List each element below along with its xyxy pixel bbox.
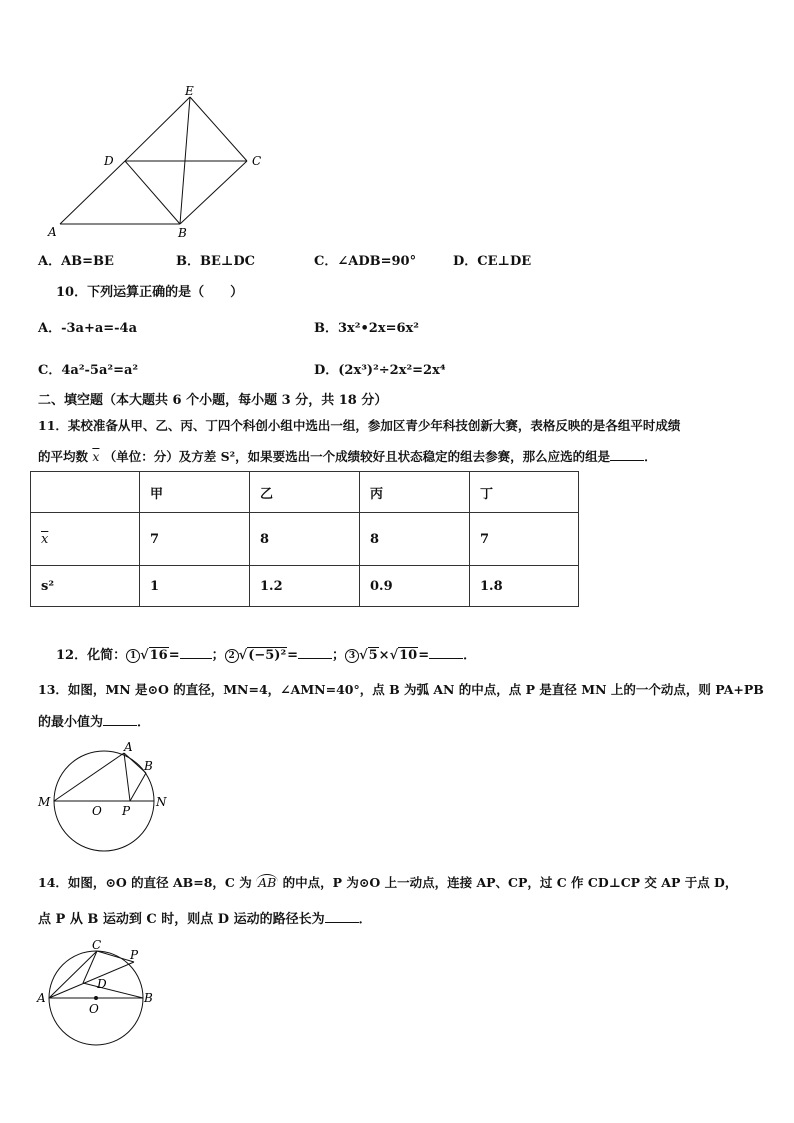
q11-line2-a: 的平均数 [38, 449, 89, 464]
q14-answer-blank [325, 922, 359, 923]
table-row [31, 472, 579, 513]
q14-label-d: D [97, 977, 107, 991]
q12-radicand-3b: 10 [399, 648, 418, 663]
table-header-bing: 丙 [360, 472, 470, 513]
q10-option-b: B．3x²•2x=6x² [314, 321, 419, 336]
q11-line1: 11．某校准备从甲、乙、丙、丁四个科创小组中选出一组，参加区青少年科技创新大赛，表格反映的是各组平时成绩 [38, 418, 681, 433]
q12-num-1: 1 [126, 649, 140, 663]
table-header-yi: 乙 [250, 472, 360, 513]
q12-times: × [378, 648, 390, 663]
q10-option-c: C．4a²-5a²=a² [38, 363, 139, 378]
q11-xbar: $\overline{x}$ [92, 449, 100, 464]
table-cell: 1 [140, 566, 250, 607]
q14-end: ． [358, 912, 372, 927]
table-cell: 7 [470, 513, 579, 566]
q12-prefix: 12．化简： [56, 648, 127, 663]
q11-answer-blank [610, 460, 644, 461]
table-cell: 1.2 [250, 566, 360, 607]
q13-label-n: N [156, 795, 167, 809]
q13-answer-blank [103, 725, 137, 726]
q12-radicand-1: 16 [149, 648, 168, 663]
table-cell: 1.8 [470, 566, 579, 607]
table-cell: 8 [360, 513, 470, 566]
q12-radicand-2: (−5)² [248, 648, 287, 663]
q9-label-c: C [252, 154, 262, 168]
q9-option-c: C．∠ADB=90° [314, 254, 417, 269]
q12-end: ． [463, 648, 477, 663]
q13-line2 [38, 711, 150, 730]
q13-label-b: B [144, 759, 153, 773]
q12-sep-1: ； [211, 648, 225, 663]
table-row-label-mean: $\overline{x}$ [31, 513, 140, 566]
q13-label-m: M [38, 795, 51, 809]
q13-line1: 13．如图，MN 是⊙O 的直径，MN=4，∠AMN=40°，点 B 为弧 AN 的中点，点 P 是直径 MN 上的一个动点，则 PA+PB [38, 682, 764, 697]
table-cell: 0.9 [360, 566, 470, 607]
q9-option-a: A．AB=BE [38, 254, 114, 269]
section-heading: 二、填空题（本大题共 6 个小题，每小题 3 分，共 18 分） [38, 393, 388, 408]
q14-figure [34, 935, 164, 1050]
q14-label-c: C [92, 938, 102, 952]
q10-option-a: A．-3a+a=-4a [38, 321, 138, 336]
q14-label-b: B [144, 991, 153, 1005]
q9-label-a: A [48, 225, 57, 239]
q12-num-3: 3 [345, 649, 359, 663]
q12-eq-3: = [418, 648, 430, 663]
q9-label-b: B [178, 226, 187, 240]
q12-num-2: 2 [225, 649, 239, 663]
q14-line2 [38, 908, 372, 927]
q9-label-e: E [185, 84, 194, 98]
q14-label-o: O [89, 1002, 99, 1016]
q13-end: ． [137, 715, 151, 730]
q14-arc-ab: AB [258, 875, 277, 890]
q12-blank-2 [298, 658, 332, 659]
q14-line1-b: 的中点，P 为⊙O 上一动点，连接 AP、CP，过 C 作 CD⊥CP 交 AP 于点 D， [282, 875, 738, 890]
q14-line2-text: 点 P 从 B 运动到 C 时，则点 D 运动的路径长为 [38, 912, 325, 927]
q12-blank-3 [429, 658, 463, 659]
q14-label-a: A [37, 991, 46, 1005]
q9-figure [40, 82, 280, 242]
q14-line1 [38, 873, 737, 891]
q12-eq-1: = [168, 648, 180, 663]
q10-option-d: D．(2x³)²÷2x²=2x⁴ [314, 363, 446, 378]
q12-blank-1 [180, 658, 212, 659]
q12-radicand-3a: 5 [368, 648, 378, 663]
q13-label-a: A [124, 740, 133, 754]
q13-label-o: O [92, 804, 102, 818]
q9-option-b: B．BE⊥DC [176, 254, 255, 269]
q12-eq-2: = [287, 648, 299, 663]
q9-label-d: D [104, 154, 114, 168]
q12-sep-2: ； [332, 648, 346, 663]
q11-end: ． [644, 449, 657, 464]
table-row [31, 566, 579, 607]
q14-label-p: P [130, 948, 139, 962]
q11-line2-b: （单位：分）及方差 S²，如果要选出一个成绩较好且状态稳定的组去参赛，那么应选的组是 [103, 449, 611, 464]
q14-center-dot [94, 996, 98, 1000]
table-row-label-variance: s² [31, 566, 140, 607]
q13-label-p: P [122, 804, 131, 818]
q13-line2-text: 的最小值为 [38, 715, 104, 730]
table-cell: 8 [250, 513, 360, 566]
table-header-ding: 丁 [470, 472, 579, 513]
q9-option-d: D．CE⊥DE [453, 254, 532, 269]
table-header-jia: 甲 [140, 472, 250, 513]
q14-line1-a: 14．如图，⊙O 的直径 AB=8，C 为 [38, 875, 252, 890]
table-row [31, 513, 579, 566]
q11-table [30, 471, 579, 607]
q13-figure [34, 738, 174, 853]
q11-line2 [38, 447, 657, 465]
q10-stem: 10．下列运算正确的是（ ） [56, 285, 244, 300]
q12-line: 12．化简： 1 √16= ； 2 √(−5)²= ； 3 √5×√10= ． [56, 648, 477, 663]
table-cell: 7 [140, 513, 250, 566]
table-cell [31, 472, 140, 513]
